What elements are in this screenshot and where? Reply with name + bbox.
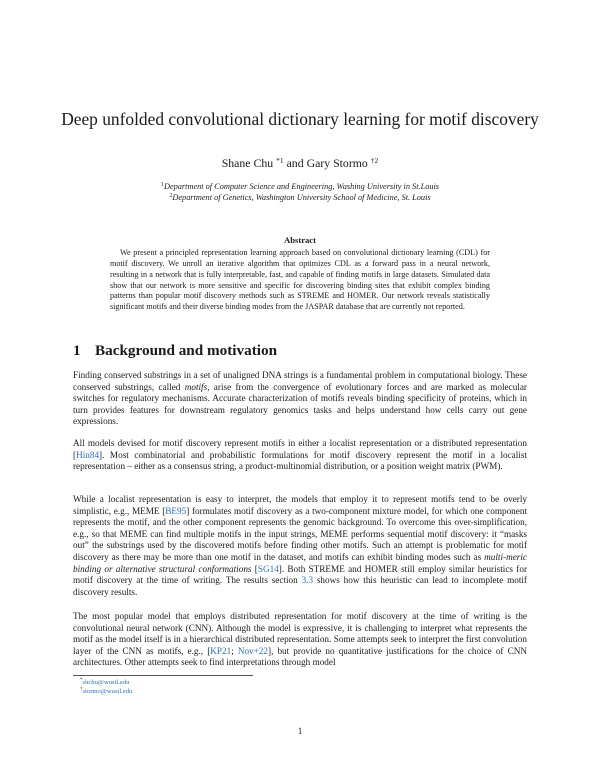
- paragraph-3-text-a: While a localist representation is easy to interpret, the models that employ it to represent motifs tend to be overly simplistic, e.g., MEME [: [73, 494, 527, 516]
- paragraph-2-text-b: ]. Most combinatorial and probabilistic formulations for motif discovery represent the motif in a localist representation – either as a consensus string, a product-multinomial distribution, or a position weight matrix (PWM).: [73, 449, 527, 472]
- affiliation-1-mark: 1: [160, 182, 164, 188]
- paragraph-3-text-e: shows how this heuristic can lead to incomplete motif discovery results.: [73, 575, 527, 597]
- paper-title: Deep unfolded convolutional dictionary learning for motif discovery: [61, 109, 539, 129]
- footnote-1-mark: *: [80, 678, 83, 683]
- footnote-rule: [73, 675, 253, 676]
- section-heading: [73, 342, 533, 360]
- affiliation-2-mark: 2: [169, 193, 173, 199]
- author-1-mark: *1: [276, 156, 284, 165]
- author-1-name: Shane Chu: [221, 156, 274, 170]
- footnote-2: [80, 687, 132, 695]
- paragraph-2-text-a: All models devised for motif discovery represent motifs in either a localist representation or a distributed representation [: [73, 438, 527, 460]
- affiliation-1: [60, 182, 540, 191]
- affiliation-1-text: Department of Computer Science and Engineering, Washing University in St.Louis: [163, 182, 440, 191]
- paragraph-4-text-c: ], but provide no quantitative justifications for the choice of CNN architectures. Other attempts seek to find interpretations through model: [73, 645, 527, 668]
- paragraph-1-text-a: Finding conserved substrings in a set of unaligned DNA strings is a fundamental problem in computational biology. These conserved substrings, called: [73, 370, 527, 392]
- page-number: 1: [297, 726, 303, 736]
- paragraph-3: [73, 494, 527, 598]
- footnote-1-email[interactable]: shchu@wustl.edu: [82, 679, 130, 686]
- citation-link[interactable]: Hin84: [76, 449, 100, 460]
- section-number: 1: [73, 342, 81, 359]
- author-2-mark: †2: [370, 156, 379, 165]
- term-binding-modes: multi-meric binding or alternative structural conformations: [73, 551, 527, 574]
- paragraph-3-text-d: ]. Both STREME and HOMER still employ similar heuristics for motif discovery at the time of writing. The results section: [73, 563, 527, 586]
- affiliation-2: [60, 193, 540, 202]
- paragraph-3-text-b: ] formulates motif discovery as a two-component mixture model, for which one component represents the motif, and the other component represents the genomic background. To overcome this over-simplification, e.g., so that MEME can find multiple motifs in the input strings, MEME performs sequential motif discovery: it “masks out” the substrings used by the discovered motifs before finding other motifs. Such an attempt is problematic for motif discovery as there may be more than one motif in the dataset, and motifs can exhibit binding modes such as: [73, 505, 527, 562]
- footnote-2-mark: †: [80, 687, 83, 692]
- citation-link[interactable]: BE95: [165, 505, 187, 516]
- author-separator: and: [286, 156, 304, 170]
- citation-link[interactable]: KP21: [210, 645, 232, 656]
- paragraph-3-text-c: [: [251, 563, 258, 574]
- footnote-1: [80, 678, 129, 686]
- paragraph-4-text-b: ;: [231, 645, 238, 656]
- citation-link[interactable]: Nov+22: [237, 645, 269, 656]
- author-2-name: Gary Stormo: [306, 156, 368, 170]
- paragraph-4-text-a: The most popular model that employs distributed representation for motif discovery at the time of writing is the convolutional neural network (CNN). Although the model is expressive, it is challenging to interpret what represents the motif as the model itself is in a hierarchical distributed representation. Some attempts seek to interpret the first convolution layer of the CNN as motifs, e.g., [: [73, 611, 527, 656]
- section-ref-link[interactable]: 3.3: [301, 575, 314, 586]
- paragraph-1-text-b: , arise from the convergence of evolutionary forces and are marked as molecular switches for regulatory mechanisms. Accurate characterization of motifs reveals binding specificity of proteins, which in turn provides features for downstream regulatory genomics tasks and helps understand how cells carry out gene expressions.: [73, 381, 527, 427]
- paragraph-2: [73, 438, 527, 473]
- section-title: Background and motivation: [95, 342, 278, 359]
- affiliation-2-text: Department of Genetics, Washington University School of Medicine, St. Louis: [172, 193, 431, 202]
- term-motifs: motifs: [184, 381, 208, 392]
- abstract-heading: Abstract: [284, 235, 316, 245]
- paragraph-4: [73, 611, 527, 669]
- footnote-2-email[interactable]: stormo@wustl.edu: [82, 688, 133, 695]
- abstract-body: We present a principled representation learning approach based on convolutional dictionary learning (CDL) for motif discovery. We unroll an iterative algorithm that optimizes CDL as a forward pass in a neural network, resulting in a network that is fully interpretable, fast, and capable of finding motifs in large datasets. Simulated data show that our network is more sensitive and specific for discovering binding sites that exhibit complex binding patterns than popular motif discovery methods such as STREME and HOMER. Our network reveals statistically significant motifs and their diverse binding modes from the JASPAR database that are currently not reported.: [110, 248, 490, 312]
- paragraph-1: [73, 370, 527, 428]
- citation-link[interactable]: SG14: [257, 563, 279, 574]
- author-line: [60, 156, 540, 171]
